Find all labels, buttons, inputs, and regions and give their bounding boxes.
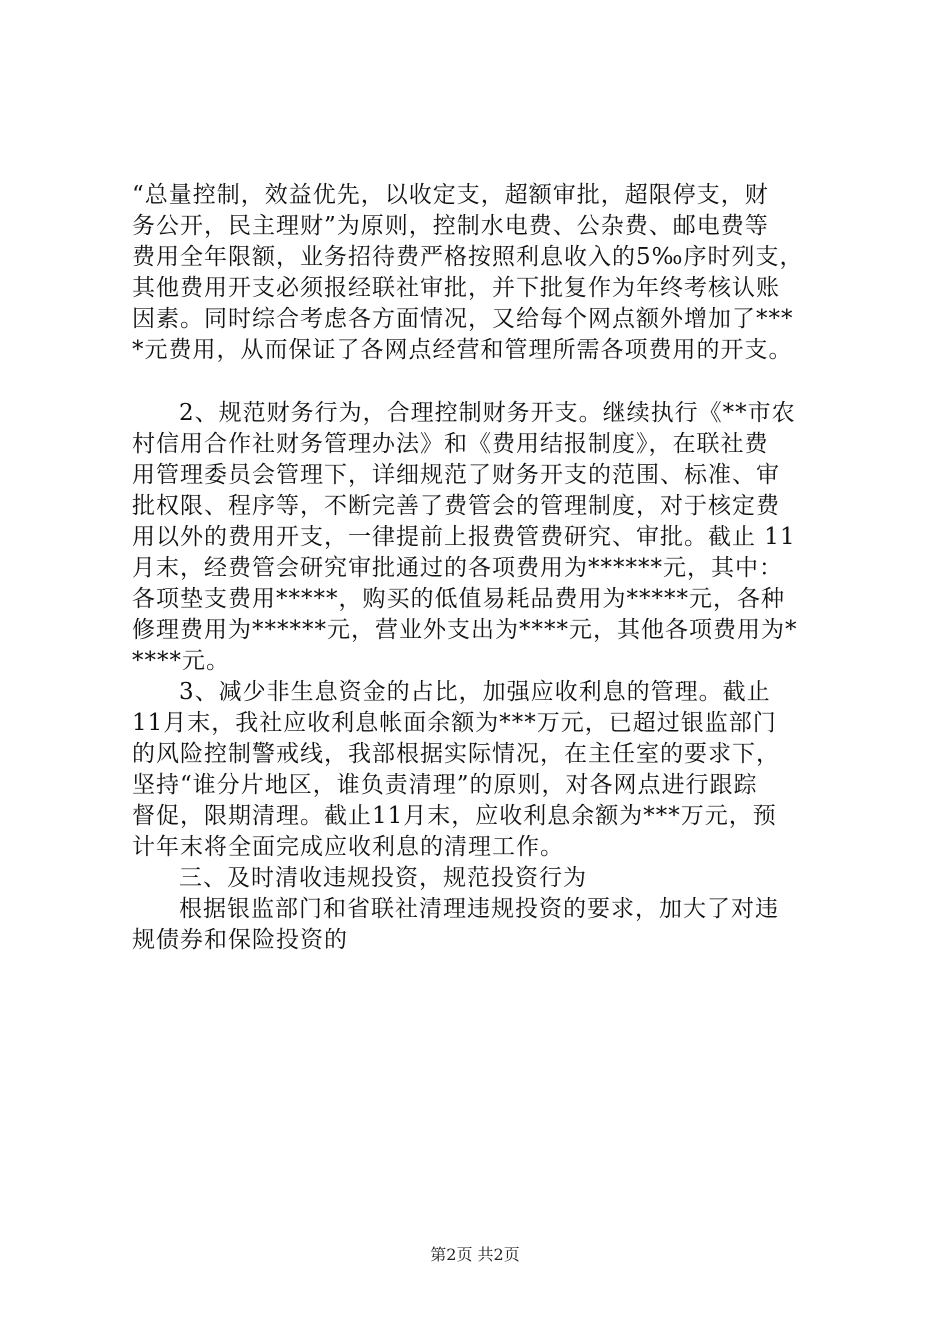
text-line: 务公开，民主理财”为原则，控制水电费、公杂费、邮电费等 (132, 213, 769, 239)
text-line: 计年末将全面完成应收利息的清理工作。 (132, 834, 564, 860)
text-line: 3、减少非生息资金的占比，加强应收利息的管理。截止 (179, 679, 771, 705)
page-footer: 第2页 共2页 (430, 1245, 520, 1264)
text-line: 11月末，我社应收利息帐面余额为***万元，已超过银监部门 (132, 710, 777, 736)
text-line: 坚持“谁分片地区，谁负责清理”的原则，对各网点进行跟踪 (132, 772, 758, 798)
text-line: 月末，经费管会研究审批通过的各项费用为******元，其中： (132, 555, 783, 581)
text-line: 督促，限期清理。截止11月末，应收利息余额为***万元，预 (132, 803, 777, 829)
text-line: 2、规范财务行为，合理控制财务开支。继续执行《**市农 (179, 400, 796, 426)
text-line: 用以外的费用开支，一律提前上报费管费研究、审批。截止 11 (132, 524, 796, 550)
text-line: 各项垫支费用*****，购买的低值易耗品费用为*****元，各种 (132, 586, 785, 612)
text-line: 其他费用开支必须报经联社审批，并下批复作为年终考核认账 (132, 275, 780, 301)
paragraph-financial-management (132, 398, 832, 956)
text-line: 村信用合作社财务管理办法》和《费用结报制度》，在联社费 (132, 431, 769, 457)
text-line: 费用全年限额，业务招待费严格按照利息收入的5‰序时列支， (132, 244, 804, 270)
text-line: 规债券和保险投资的 (132, 927, 348, 953)
text-line: 三、及时清收违规投资，规范投资行为 (179, 865, 587, 891)
text-line: 根据银监部门和省联社清理违规投资的要求，加大了对违 (179, 896, 779, 922)
text-line: 修理费用为******元，营业外支出为****元，其他各项费用为* (132, 617, 798, 643)
text-line: 因素。同时综合考虑各方面情况，又给每个网点额外增加了*** (132, 306, 794, 332)
text-line: 的风险控制警戒线，我部根据实际情况，在主任室的要求下， (132, 741, 780, 767)
text-line: 用管理委员会管理下，详细规范了财务开支的范围、标准、审 (132, 462, 780, 488)
text-line: “总量控制，效益优先，以收定支，超额审批，超限停支，财 (132, 182, 769, 208)
text-line: ****元。 (132, 648, 230, 674)
text-line: *元费用，从而保证了各网点经营和管理所需各项费用的开支。 (132, 337, 793, 363)
text-line: 批权限、程序等，不断完善了费管会的管理制度，对于核定费 (132, 493, 780, 519)
paragraph-cost-control (132, 180, 832, 366)
